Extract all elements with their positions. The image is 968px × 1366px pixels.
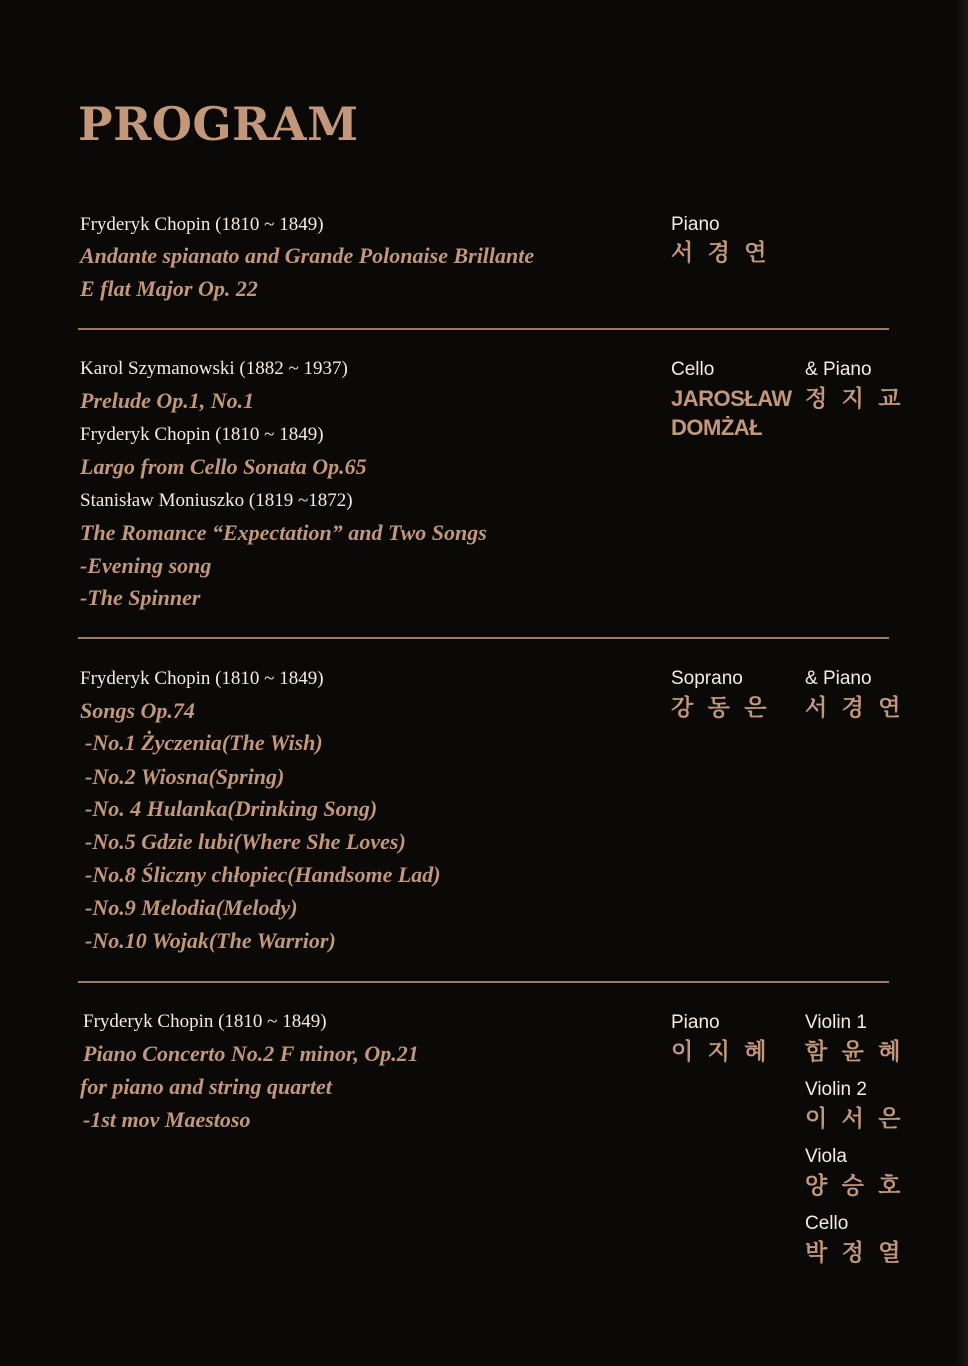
performer-role: Cello bbox=[805, 1213, 849, 1234]
performer-role: Violin 1 bbox=[805, 1012, 867, 1033]
performer-name: 양 승 호 bbox=[805, 1172, 905, 1198]
piece-line: Piano Concerto No.2 F minor, Op.21 bbox=[83, 1041, 419, 1066]
performer-role: Violin 2 bbox=[805, 1079, 867, 1100]
performer-name: 박 정 열 bbox=[805, 1239, 905, 1265]
performer-name: 강 동 은 bbox=[671, 694, 771, 720]
performer-name: DOMŻAŁ bbox=[671, 415, 763, 440]
page-right-edge bbox=[956, 0, 968, 1366]
piece-line: -No.1 Życzenia(The Wish) bbox=[85, 730, 323, 755]
piece-line: -No.5 Gdzie lubi(Where She Loves) bbox=[85, 829, 406, 854]
piece-line: -1st mov Maestoso bbox=[83, 1107, 251, 1132]
piece-line: -No.9 Melodia(Melody) bbox=[85, 895, 298, 920]
composer-line: Fryderyk Chopin (1810 ~ 1849) bbox=[80, 424, 324, 445]
piece-line: Largo from Cello Sonata Op.65 bbox=[80, 454, 367, 479]
piece-line: Prelude Op.1, No.1 bbox=[80, 388, 255, 413]
piece-line: -No.10 Wojak(The Warrior) bbox=[85, 928, 336, 953]
performer-role: Cello bbox=[671, 359, 715, 380]
section-divider bbox=[78, 328, 889, 330]
performer-name: 이 지 혜 bbox=[671, 1038, 771, 1064]
piece-line: -Evening song bbox=[80, 553, 212, 578]
performer-name: 서 경 연 bbox=[671, 239, 771, 265]
performer-role: Viola bbox=[805, 1146, 847, 1167]
composer-line: Stanisław Moniuszko (1819 ~1872) bbox=[80, 490, 353, 511]
piece-line: for piano and string quartet bbox=[80, 1074, 332, 1099]
piece-line: Songs Op.74 bbox=[80, 698, 195, 723]
composer-line: Fryderyk Chopin (1810 ~ 1849) bbox=[80, 668, 324, 689]
piece-line: E flat Major Op. 22 bbox=[80, 276, 258, 301]
performer-role: & Piano bbox=[805, 668, 872, 689]
performer-name: 정 지 교 bbox=[805, 385, 905, 411]
performer-name: 함 윤 혜 bbox=[805, 1038, 905, 1064]
section-divider bbox=[78, 981, 889, 983]
performer-name: 이 서 은 bbox=[805, 1105, 905, 1131]
section-divider bbox=[78, 637, 889, 639]
performer-name: JAROSŁAW bbox=[671, 386, 792, 411]
composer-line: Karol Szymanowski (1882 ~ 1937) bbox=[80, 358, 348, 379]
piece-line: -No. 4 Hulanka(Drinking Song) bbox=[85, 796, 378, 821]
piece-line: -No.8 Śliczny chłopiec(Handsome Lad) bbox=[85, 862, 441, 887]
composer-line: Fryderyk Chopin (1810 ~ 1849) bbox=[83, 1011, 327, 1032]
piece-line: The Romance “Expectation” and Two Songs bbox=[80, 520, 487, 545]
composer-line: Fryderyk Chopin (1810 ~ 1849) bbox=[80, 214, 324, 235]
performer-role: Soprano bbox=[671, 668, 743, 689]
piece-line: Andante spianato and Grande Polonaise Brillante bbox=[80, 243, 535, 268]
piece-line: -No.2 Wiosna(Spring) bbox=[85, 764, 285, 789]
performer-role: & Piano bbox=[805, 359, 872, 380]
program-title: PROGRAM bbox=[78, 97, 359, 151]
piece-line: -The Spinner bbox=[80, 585, 201, 610]
performer-name: 서 경 연 bbox=[805, 694, 905, 720]
performer-role: Piano bbox=[671, 214, 720, 235]
performer-role: Piano bbox=[671, 1012, 720, 1033]
